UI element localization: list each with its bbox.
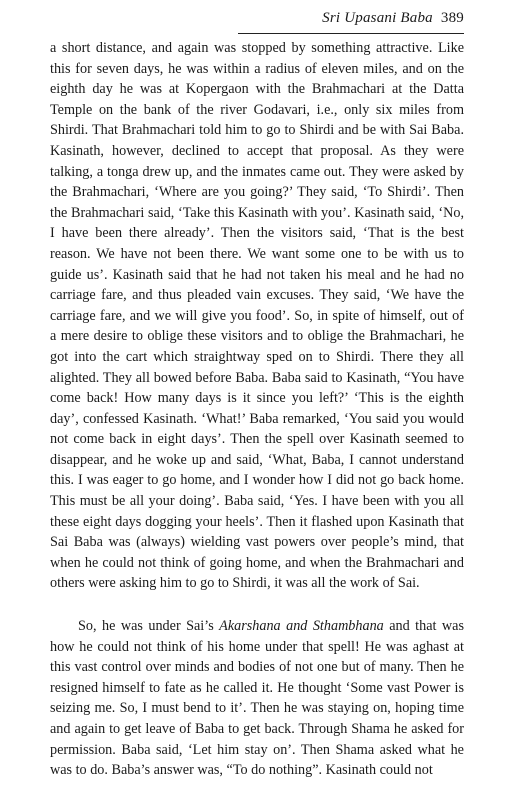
paragraph-lead-text: So, he was under Sai’s <box>78 618 220 635</box>
body-text <box>50 38 464 781</box>
italic-term: Akarshana and Sthambhana <box>219 618 384 635</box>
running-header <box>322 10 464 27</box>
paragraph <box>50 616 464 781</box>
paragraph-rest-text: and that was how he could not think of his home under that spell! He was aghast at this vast control over minds and bodies of not one but of many. Then he resigned himself to fate as he called it. He thought ‘Some vast Power is seizing me. So, I must bend to it’. Then he was staying on, hoping time and again to get leave of Baba to get back. Through Shama he asked for permission. Baba said, ‘Let him stay on’. Then Shama asked what he was to do. Baba’s answer was, “To do nothing”. Kasinath could not <box>50 618 464 779</box>
page-number: 389 <box>440 10 464 26</box>
paragraph: a short distance, and again was stopped by something attractive. Like this for seven days, he was within a radius of eleven miles, and on the eighth day he was at Kopergaon with the Brahmachari at the Datta Temple on the bank of the river Godavari, i.e., only six miles from Shirdi. That Brahmachari told him to go to Shirdi and be with Sai Baba. Kasinath, however, declined to accept that proposal. As they were talking, a tonga drew up, and the inmates came out. They were asked by the Brahmachari, ‘Where are you going?’ They said, ‘To Shirdi’. Then the Brahmachari said, ‘Take this Kasinath with you’. Kasinath said, ‘No, I have been there already’. Then the visitors said, ‘That is the best reason. We have not been there. We want some one to be with us to guide us’. Kasinath said that he had not taken his meal and he had no carriage fare, and thus pleaded vain excuses. They said, ‘We have the carriage fare, and we will give you food’. So, in spite of himself, out of a mere desire to oblige these visitors and to oblige the Brahmachari, he got into the cart which straightway sped on to Shirdi. There they all alighted. They all bowed before Baba. Baba said to Kasinath, “You have come back! How many days is it since you left?’ ‘This is the eighth day’, confessed Kasinath. ‘What!’ Baba remarked, ‘You said you would not come back in eight days’. Then the spell over Kasinath seemed to disappear, and he woke up and said, ‘What, Baba, I cannot understand this. I was eager to go home, and I wonder how I did not go back home. This must be all your doing’. Baba said, ‘Yes. I have been with you all these eight days dogging your heels’. Then it flashed upon Kasinath that Sai Baba was (always) wielding vast powers over people’s mind, that when he could not think of going home, and when the Brahmachari and others were asking him to go to Shirdi, it was all the work of Sai. <box>50 40 464 592</box>
header-rule <box>238 33 464 34</box>
book-title: Sri Upasani Baba <box>322 10 433 26</box>
